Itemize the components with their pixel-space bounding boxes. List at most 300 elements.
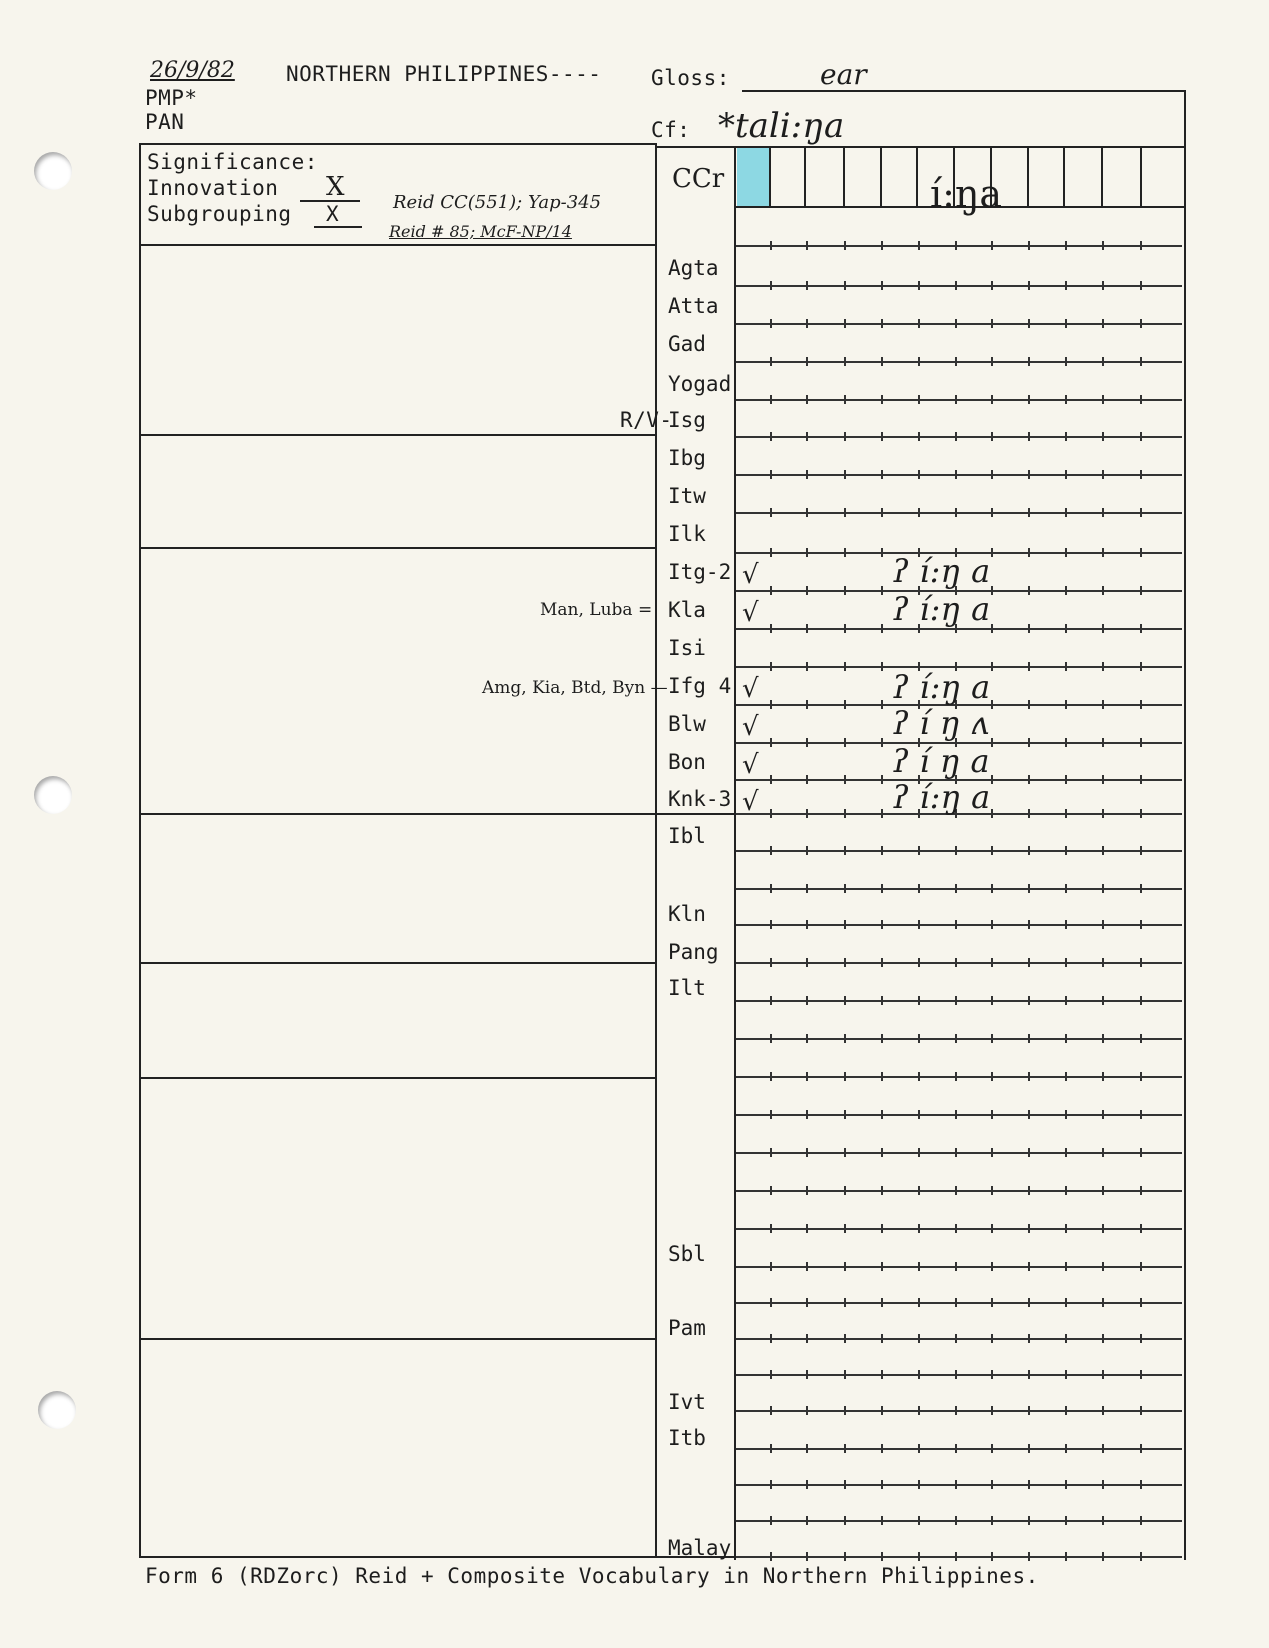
grid-tick [1065,357,1067,366]
grid-tick [991,1110,993,1119]
grid-tick [955,1406,957,1415]
grid-tick [806,508,808,517]
grid-tick [991,920,993,929]
grid-tick [881,738,883,747]
grid-tick [1028,470,1030,479]
grid-tick [991,1370,993,1379]
grid-tick [918,1552,920,1561]
grid-tick [844,281,846,290]
grid-tick [955,1110,957,1119]
grid-tick [1065,884,1067,893]
grid-tick [1065,548,1067,557]
grid-row-line [736,1190,1182,1192]
grid-tick [806,1298,808,1307]
grid-tick [1140,1444,1142,1453]
grid-tick [1028,319,1030,328]
grid-tick [955,1370,957,1379]
grid-row-line [736,1520,1182,1522]
grid-tick [844,1224,846,1233]
lang-malay: Malay [668,1536,732,1560]
section-divider [139,547,657,549]
grid-tick [844,996,846,1005]
grid-tick [1140,1334,1142,1343]
grid-tick [770,1480,772,1489]
form-date: 26/9/82 [150,58,235,83]
grid-tick [1140,357,1142,366]
grid-tick [1028,1480,1030,1489]
grid-tick [1140,470,1142,479]
grid-tick [844,548,846,557]
grid-row-line [736,474,1182,476]
grid-tick [1102,1516,1104,1525]
grid-tick [1102,775,1104,784]
grid-tick [955,884,957,893]
grid-tick [955,470,957,479]
grid-tick [770,1224,772,1233]
grid-tick [955,1444,957,1453]
grid-tick [881,662,883,671]
grid-tick [991,241,993,250]
grid-tick [806,1516,808,1525]
section-divider [139,434,657,436]
grid-tick [1028,920,1030,929]
grid-tick [881,508,883,517]
grid-tick [955,281,957,290]
grid-tick [955,1262,957,1271]
grid-tick [1028,996,1030,1005]
grid-tick [844,775,846,784]
grid-row-line [736,962,1182,964]
grid-tick [770,1516,772,1525]
grid-tick [1028,1552,1030,1561]
checkmark: √ [742,674,759,704]
grid-tick [918,281,920,290]
grid-tick [806,624,808,633]
grid-tick [770,508,772,517]
grid-tick [918,319,920,328]
grid-row-line [736,1338,1182,1340]
grid-tick [991,1262,993,1271]
grid-row-line [736,361,1182,363]
grid-tick [1028,1298,1030,1307]
grid-tick [806,241,808,250]
grid-tick [806,1444,808,1453]
lang-ibg: Ibg [668,446,706,470]
grid-tick [918,470,920,479]
grid-tick [881,775,883,784]
grid-tick [991,1148,993,1157]
grid-tick [1065,1186,1067,1195]
grid-tick [1102,1406,1104,1415]
grid-tick [918,241,920,250]
grid-tick [955,996,957,1005]
grid-tick [1140,586,1142,595]
grid-tick [844,1480,846,1489]
lang-atta: Atta [668,294,719,318]
grid-tick [918,1480,920,1489]
grid-tick [844,1110,846,1119]
grid-row-line [736,1076,1182,1078]
lang-kln: Kln [668,902,706,926]
grid-tick [1028,586,1030,595]
grid-row-line [736,1152,1182,1154]
grid-tick [881,809,883,818]
grid-tick [991,1072,993,1081]
grid-tick [955,241,957,250]
ccr-cell-divider [804,146,806,206]
grid-tick [1102,357,1104,366]
grid-tick [991,1224,993,1233]
grid-tick [806,319,808,328]
ccr-cell-divider [1140,146,1142,206]
section-divider [139,962,657,964]
grid-tick [881,241,883,250]
entry-form: ʔ í ŋ a [892,742,990,780]
grid-tick [881,1552,883,1561]
grid-tick [806,1480,808,1489]
grid-tick [991,809,993,818]
grid-tick [806,884,808,893]
grid-tick [1102,662,1104,671]
grid-tick [1140,624,1142,633]
grid-tick [806,1406,808,1415]
grid-tick [955,1516,957,1525]
grid-tick [1065,662,1067,671]
grid-tick [844,1406,846,1415]
grid-tick [1028,241,1030,250]
grid-tick [1102,1072,1104,1081]
gloss-value: ear [820,58,867,91]
grid-tick [806,775,808,784]
lang-yogad: Yogad [668,372,732,396]
grid-tick [806,920,808,929]
grid-tick [881,586,883,595]
grid-tick [1065,395,1067,404]
cf-value: *tali:ŋa [718,106,845,146]
grid-tick [1028,395,1030,404]
lang-isi: Isi [668,636,706,660]
grid-tick [844,1370,846,1379]
grid-tick [1028,624,1030,633]
grid-tick [844,1072,846,1081]
grid-tick [1102,281,1104,290]
grid-tick [1140,996,1142,1005]
grid-tick [1140,1224,1142,1233]
grid-tick [806,395,808,404]
ccr-form: í:ŋa [930,172,1003,216]
grid-tick [1140,1110,1142,1119]
grid-tick [844,884,846,893]
ccr-cell-divider [769,146,771,206]
grid-tick [806,1370,808,1379]
grid-tick [1102,884,1104,893]
grid-tick [806,586,808,595]
grid-row-line [736,436,1182,438]
grid-tick [844,958,846,967]
grid-tick [1102,1298,1104,1307]
grid-tick [955,1072,957,1081]
grid-tick [1102,395,1104,404]
grid-tick [1065,508,1067,517]
grid-tick [1065,1148,1067,1157]
grid-tick [1102,1262,1104,1271]
section-divider [139,244,657,246]
grid-tick [1065,1072,1067,1081]
grid-tick [1028,738,1030,747]
grid-tick [991,1406,993,1415]
ccr-label: CCr [672,164,725,194]
grid-row-line [736,850,1182,852]
grid-tick [844,1148,846,1157]
gloss-label: Gloss: [651,66,730,90]
grid-tick [991,1334,993,1343]
grid-tick [1102,1110,1104,1119]
entry-form: ʔ í:ŋ a [892,668,991,706]
grid-tick [806,738,808,747]
grid-tick [991,1552,993,1561]
grid-tick [770,700,772,709]
lang-ilk: Ilk [668,522,706,546]
grid-tick [844,319,846,328]
grid-tick [991,470,993,479]
grid-tick [1140,548,1142,557]
grid-tick [881,958,883,967]
grid-tick [1102,1444,1104,1453]
grid-tick [1102,319,1104,328]
innovation-label: Innovation [147,176,279,200]
section-divider [139,1338,657,1340]
grid-tick [1140,1262,1142,1271]
subgrouping-label: Subgrouping [147,202,292,226]
grid-tick [881,548,883,557]
grid-tick [1028,1148,1030,1157]
grid-tick [770,432,772,441]
bottom-border [139,1556,736,1558]
grid-tick [1028,1516,1030,1525]
lang-ilt: Ilt [668,976,706,1000]
punch-hole-top [34,152,72,190]
grid-tick [770,958,772,967]
grid-tick [1140,775,1142,784]
grid-tick [1140,1480,1142,1489]
grid-tick [770,241,772,250]
grid-tick [881,846,883,855]
grid-tick [844,738,846,747]
grid-tick [955,1148,957,1157]
grid-tick [1102,548,1104,557]
grid-tick [770,1552,772,1561]
grid-tick [844,662,846,671]
grid-tick [1028,508,1030,517]
grid-tick [770,920,772,929]
grid-tick [770,395,772,404]
grid-tick [881,395,883,404]
grid-tick [770,1034,772,1043]
subgrouping-mark: X [326,202,340,226]
grid-tick [1140,1072,1142,1081]
grid-tick [844,432,846,441]
grid-tick [1065,319,1067,328]
grid-tick [806,958,808,967]
grid-tick [770,586,772,595]
grid-tick [1102,586,1104,595]
grid-tick [1065,1334,1067,1343]
grid-row-line [736,1228,1182,1230]
grid-row-line [736,1114,1182,1116]
grid-tick [1065,775,1067,784]
grid-tick [844,700,846,709]
grid-tick [1028,1262,1030,1271]
grid-tick [1102,996,1104,1005]
grid-tick [1102,624,1104,633]
grid-tick [1140,738,1142,747]
grid-tick [806,1552,808,1561]
grid-tick [881,1110,883,1119]
grid-tick [1065,996,1067,1005]
grid-tick [991,548,993,557]
grid-tick [806,1186,808,1195]
isg-prefix: R/V- [620,408,673,432]
grid-row-line [736,1448,1182,1450]
grid-tick [918,846,920,855]
grid-tick [1028,1224,1030,1233]
grid-tick [1065,1262,1067,1271]
grid-row-line [736,888,1182,890]
ccr-cell-divider [916,146,918,206]
ccr-highlight-cell [737,148,769,206]
grid-tick [918,920,920,929]
cf-label: Cf: [651,118,691,142]
grid-tick [881,432,883,441]
grid-tick [1065,958,1067,967]
lang-ibl: Ibl [668,824,706,848]
grid-tick [844,920,846,929]
grid-tick [806,1148,808,1157]
grid-tick [1028,809,1030,818]
grid-tick [918,1072,920,1081]
grid-tick [1065,809,1067,818]
grid-tick [770,996,772,1005]
lang-agta: Agta [668,256,719,280]
ccr-cell-divider [1101,146,1103,206]
grid-tick [1028,958,1030,967]
grid-tick [955,1298,957,1307]
grid-tick [1028,548,1030,557]
grid-tick [1028,846,1030,855]
grid-tick [881,700,883,709]
grid-tick [806,548,808,557]
grid-tick [955,319,957,328]
grid-tick [844,470,846,479]
grid-tick [1140,884,1142,893]
grid-tick [1140,395,1142,404]
grid-tick [770,1370,772,1379]
grid-row-line [736,1556,1182,1558]
grid-tick [991,624,993,633]
subgrouping-blank [314,226,362,228]
grid-tick [1028,281,1030,290]
grid-tick [881,1444,883,1453]
grid-tick [881,1334,883,1343]
grid-tick [918,432,920,441]
grid-tick [1065,432,1067,441]
grid-tick [1028,1110,1030,1119]
grid-tick [844,1262,846,1271]
grid-tick [1140,846,1142,855]
grid-tick [1065,624,1067,633]
grid-tick [1140,700,1142,709]
grid-tick [770,1262,772,1271]
grid-tick [1065,1516,1067,1525]
grid-tick [1028,775,1030,784]
grid-tick [881,1370,883,1379]
grid-tick [1140,432,1142,441]
grid-tick [1102,809,1104,818]
grid-tick [770,1110,772,1119]
grid-tick [770,1444,772,1453]
grid-tick [770,1186,772,1195]
grid-tick [991,1444,993,1453]
grid-row-line [736,285,1182,287]
grid-tick [1140,1370,1142,1379]
grid-tick [918,1516,920,1525]
form-title: NORTHERN PHILIPPINES---- [286,62,602,86]
grid-tick [881,1406,883,1415]
grid-tick [1028,884,1030,893]
grid-tick [1065,470,1067,479]
innovation-mark: X [326,172,345,202]
grid-tick [955,920,957,929]
grid-tick [770,884,772,893]
grid-row-line [736,1302,1182,1304]
grid-tick [844,1298,846,1307]
grid-tick [955,1480,957,1489]
grid-tick [844,624,846,633]
grid-tick [991,395,993,404]
checkmark: √ [742,750,759,780]
grid-tick [881,1034,883,1043]
lang-itg: Itg-2 [668,560,732,584]
grid-tick [881,357,883,366]
grid-tick [918,958,920,967]
lang-ivt: Ivt [668,1390,706,1414]
grid-row-line [736,1374,1182,1376]
entry-form: ʔ í ŋ ʌ [892,704,989,742]
grid-row-line [736,1038,1182,1040]
grid-tick [1102,1148,1104,1157]
grid-tick [955,357,957,366]
grid-tick [991,357,993,366]
grid-tick [881,624,883,633]
grid-tick [806,432,808,441]
grid-tick [991,1480,993,1489]
grid-tick [918,1444,920,1453]
grid-tick [918,1186,920,1195]
grid-tick [991,586,993,595]
lang-knk: Knk-3 [668,787,732,811]
grid-row-line [736,924,1182,926]
grid-tick [1065,738,1067,747]
grid-tick [991,319,993,328]
grid-tick [918,357,920,366]
grid-tick [844,1034,846,1043]
grid-tick [844,395,846,404]
ccr-cell-divider [1027,146,1029,206]
pmp-label: PMP* [145,86,198,110]
ccr-cell-divider [880,146,882,206]
lang-itb: Itb [668,1426,706,1450]
grid-tick [918,884,920,893]
